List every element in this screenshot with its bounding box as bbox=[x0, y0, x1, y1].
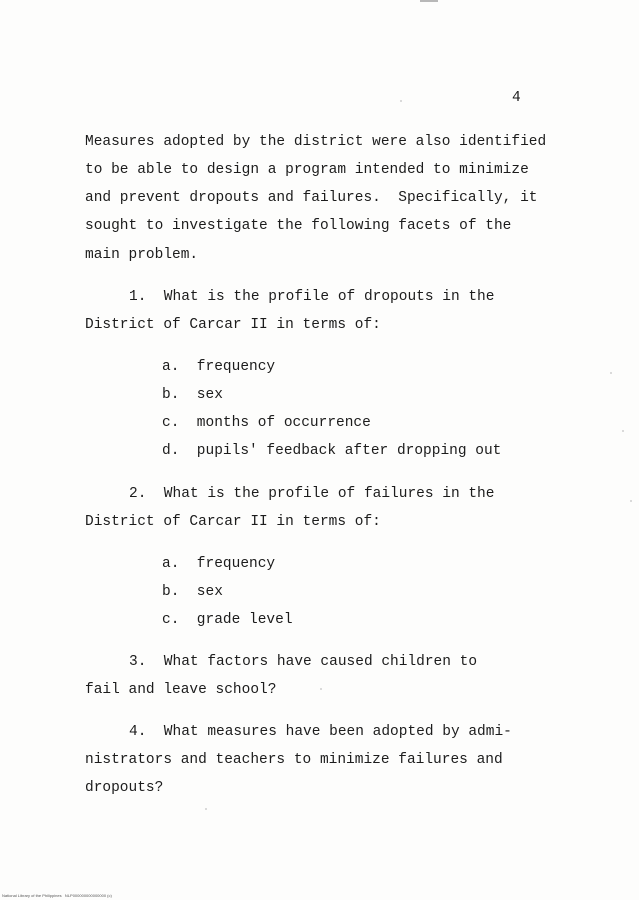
scan-speck bbox=[622, 430, 624, 432]
question-1-line: District of Carcar II in terms of: bbox=[85, 317, 381, 333]
question-1-line: 1. What is the profile of dropouts in the bbox=[129, 289, 495, 305]
intro-line: sought to investigate the following facets of the bbox=[85, 218, 512, 234]
question-2-item: c. grade level bbox=[162, 612, 293, 628]
question-1-item: d. pupils' feedback after dropping out bbox=[162, 443, 502, 459]
scan-speck bbox=[610, 372, 612, 374]
scan-speck bbox=[400, 100, 402, 102]
question-1-item: a. frequency bbox=[162, 359, 276, 375]
scan-mark bbox=[420, 0, 438, 2]
question-4-line: 4. What measures have been adopted by admi- bbox=[129, 724, 512, 740]
question-2-line: District of Carcar II in terms of: bbox=[85, 514, 381, 530]
intro-line: Measures adopted by the district were also identified bbox=[85, 134, 547, 150]
scan-footer: National Library of the Philippines NLP000000000000000 (c) bbox=[2, 893, 112, 898]
question-2-line: 2. What is the profile of failures in the bbox=[129, 486, 495, 502]
question-3-line: fail and leave school? bbox=[85, 682, 277, 698]
scan-speck bbox=[320, 688, 322, 690]
question-1-item: c. months of occurrence bbox=[162, 415, 371, 431]
intro-line: main problem. bbox=[85, 247, 199, 263]
scan-speck bbox=[205, 808, 207, 810]
scan-speck bbox=[630, 500, 632, 502]
question-4-line: nistrators and teachers to minimize failures and bbox=[85, 752, 503, 768]
question-1-item: b. sex bbox=[162, 387, 223, 403]
question-2-item: a. frequency bbox=[162, 556, 276, 572]
question-4-line: dropouts? bbox=[85, 780, 164, 796]
page-number: 4 bbox=[512, 90, 521, 106]
intro-line: and prevent dropouts and failures. Specifically, it bbox=[85, 190, 538, 206]
intro-line: to be able to design a program intended to minimize bbox=[85, 162, 529, 178]
question-3-line: 3. What factors have caused children to bbox=[129, 654, 478, 670]
question-2-item: b. sex bbox=[162, 584, 223, 600]
